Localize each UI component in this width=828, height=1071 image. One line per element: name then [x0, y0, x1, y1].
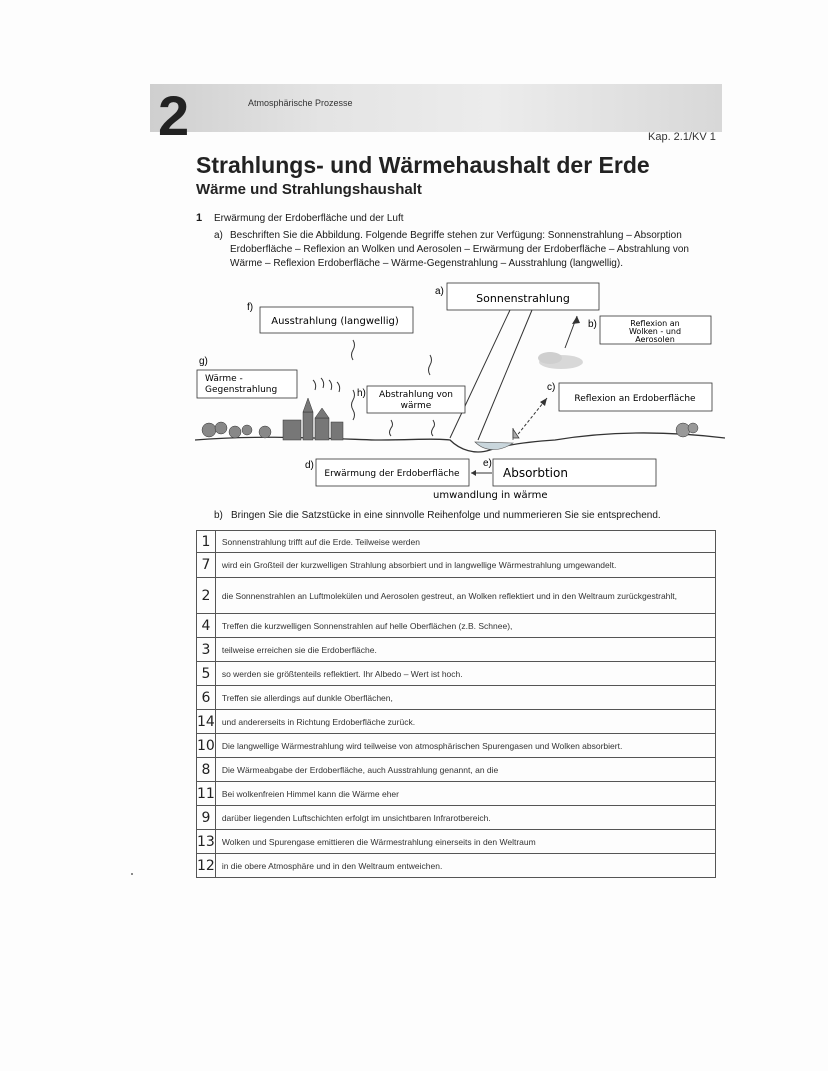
label-e-letter: e) [483, 458, 492, 469]
task-a-text: Beschriften Sie die Abbildung. Folgende Begriffe stehen zur Verfügung: Sonnenstrahlung – Absorption Erdoberfläche – Reflexion an Wolken und Aerosolen – Erwärmung der Erdoberfläche – Abstrahlung von Wärme – Reflexion Erdoberfläche – Wärme-Gegenstrahlung – Ausstrahlung (langwellig). [230, 230, 689, 269]
table-row [197, 710, 716, 734]
label-g-answer-1: Wärme - [205, 374, 243, 384]
label-e-answer: Absorbtion [503, 466, 568, 480]
label-a-letter: a) [435, 286, 444, 297]
task-a-label: a) [214, 230, 223, 241]
label-h-answer-2: wärme [400, 401, 432, 411]
row-number: 3 [197, 638, 216, 662]
row-number: 7 [197, 553, 216, 578]
table-row [197, 734, 716, 758]
ground-line [195, 433, 725, 452]
row-number: 12 [197, 854, 216, 878]
water-basin [475, 442, 513, 450]
row-text: wird ein Großteil der kurzwelligen Strahlung absorbiert und in langwellige Wärmestrahlung umgewandelt. [215, 553, 715, 578]
wavy-arrow-1 [352, 390, 355, 420]
wavy-arrow-4 [390, 420, 393, 436]
label-b-letter: b) [588, 319, 597, 330]
label-b-answer-3: Aerosolen [635, 335, 675, 344]
label-h-answer-1: Abstrahlung von [378, 390, 454, 400]
label-e-note: umwandlung in wärme [433, 490, 548, 501]
table-row [197, 614, 716, 638]
task-b-label: b) [214, 510, 223, 521]
row-text: Wolken und Spurengase emittieren die Wärmestrahlung einerseits in den Weltraum [215, 830, 715, 854]
row-text: darüber liegenden Luftschichten erfolgt im unsichtbaren Infrarotbereich. [215, 806, 715, 830]
table-row [197, 638, 716, 662]
table-row [197, 806, 716, 830]
table-row [197, 782, 716, 806]
label-g-answer-2: Gegenstrahlung [205, 385, 278, 395]
wavy-arrows-down [313, 378, 340, 392]
wavy-arrow-3 [429, 355, 432, 375]
row-text: Die Wärmeabgabe der Erdoberfläche, auch Ausstrahlung genannt, an die [215, 758, 715, 782]
label-a-answer: Sonnenstrahlung [476, 292, 570, 305]
radiation-diagram [195, 280, 725, 505]
section-label: Atmosphärische Prozesse [248, 98, 353, 108]
sun-beam-left [450, 310, 510, 438]
wavy-arrow-2 [352, 340, 355, 360]
sun-beam-right [478, 310, 532, 440]
row-number: 4 [197, 614, 216, 638]
label-d-letter: d) [305, 460, 314, 471]
row-text: Treffen sie allerdings auf dunkle Oberflächen, [215, 686, 715, 710]
row-text: und andererseits in Richtung Erdoberfläche zurück. [215, 710, 715, 734]
table-row [197, 854, 716, 878]
row-text: so werden sie größtenteils reflektiert. Ihr Albedo – Wert ist hoch. [215, 662, 715, 686]
label-f-answer: Ausstrahlung (langwellig) [271, 316, 399, 327]
table-row [197, 553, 716, 578]
row-number: 1 [197, 531, 216, 553]
row-text: teilweise erreichen sie die Erdoberfläche. [215, 638, 715, 662]
row-number: 6 [197, 686, 216, 710]
row-number: 10 [197, 734, 216, 758]
row-text: Die langwellige Wärmestrahlung wird teilweise von atmosphärischen Spurengasen und Wolken absorbiert. [215, 734, 715, 758]
row-number: 13 [197, 830, 216, 854]
label-b-answer-1: Reflexion an [630, 319, 680, 328]
row-text: die Sonnenstrahlen an Luftmolekülen und Aerosolen gestreut, an Wolken reflektiert und in den Weltraum zurückgestrahlt, [215, 578, 715, 614]
table-row [197, 758, 716, 782]
table-row [197, 662, 716, 686]
row-text: Treffen die kurzwelligen Sonnenstrahlen auf helle Oberflächen (z.B. Schnee), [215, 614, 715, 638]
task-number: 1 [196, 212, 203, 224]
label-c-letter: c) [547, 382, 556, 393]
table-row [197, 531, 716, 553]
chapter-number: 2 [158, 84, 190, 147]
town-illustration [283, 398, 343, 440]
task-b-text: Bringen Sie die Satzstücke in eine sinnvolle Reihenfolge und nummerieren Sie sie entsprechend. [231, 510, 661, 521]
wavy-arrow-5 [432, 420, 435, 436]
chapter-reference: Kap. 2.1/KV 1 [648, 131, 716, 143]
row-text: in die obere Atmosphäre und in den Weltraum entweichen. [215, 854, 715, 878]
label-h-letter: h) [357, 388, 366, 399]
table-row [197, 830, 716, 854]
page-title: Strahlungs- und Wärmehaushalt der Erde [196, 152, 650, 178]
row-number: 5 [197, 662, 216, 686]
task-a-instruction [214, 229, 719, 271]
row-number: 2 [197, 578, 216, 614]
label-b-answer-2: Wolken - und [628, 327, 682, 336]
trees-left [202, 422, 271, 438]
task-heading: Erwärmung der Erdoberfläche und der Luft [214, 213, 404, 224]
row-number: 9 [197, 806, 216, 830]
label-d-answer: Erwärmung der Erdoberfläche [324, 469, 460, 479]
ordering-table [196, 530, 716, 878]
page-subtitle: Wärme und Strahlungshaushalt [196, 181, 422, 198]
table-row [197, 578, 716, 614]
row-number: 14 [197, 710, 216, 734]
label-f-letter: f) [247, 302, 254, 313]
label-g-letter: g) [199, 356, 208, 367]
header-band [150, 84, 722, 132]
scan-speck [131, 873, 133, 875]
reflection-arrow-c [515, 398, 547, 438]
row-number: 8 [197, 758, 216, 782]
row-text: Sonnenstrahlung trifft auf die Erde. Teilweise werden [215, 531, 715, 553]
table-row [197, 686, 716, 710]
row-number: 11 [197, 782, 216, 806]
label-c-answer: Reflexion an Erdoberfläche [574, 394, 696, 404]
row-text: Bei wolkenfreien Himmel kann die Wärme eher [215, 782, 715, 806]
